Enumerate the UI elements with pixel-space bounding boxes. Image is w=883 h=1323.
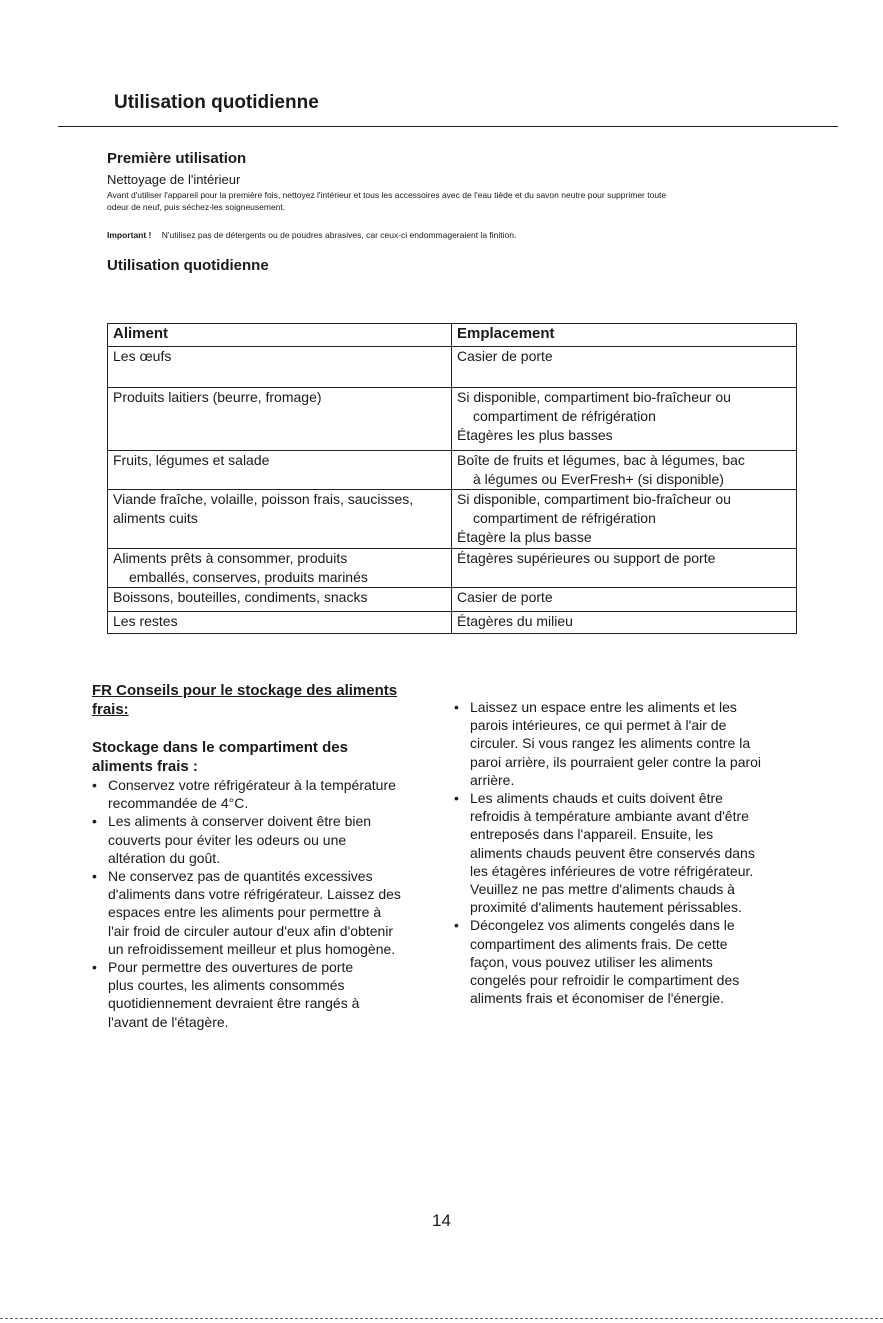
- bullet-line: altération du goût.: [108, 849, 221, 866]
- table-row: [108, 451, 797, 490]
- important-note: [107, 229, 516, 241]
- food-storage-table: [107, 323, 797, 634]
- bullet-line: espaces entre les aliments pour permettre à: [108, 904, 382, 921]
- food-cell: [108, 612, 452, 634]
- bullet-item: [454, 789, 799, 916]
- bullet-line: les étagères inférieures de votre réfrigérateur.: [470, 862, 754, 879]
- cell-line: Étagères du milieu: [457, 613, 573, 629]
- right-bullet-list: [454, 698, 799, 1007]
- tips-heading-line: frais:: [92, 701, 129, 718]
- food-cell: [108, 388, 452, 451]
- cleaning-text-line: Avant d'utiliser l'appareil pour la première fois, nettoyez l'intérieur et tous les accessoires avec de l'eau tiède et du savon neutre pour supprimer toute: [107, 190, 667, 200]
- table-row: [108, 612, 797, 634]
- page-header-title: Utilisation quotidienne: [114, 92, 319, 113]
- location-cell: [452, 612, 797, 634]
- table-header-row: [108, 324, 797, 347]
- bullet-line: façon, vous pouvez utiliser les aliments: [470, 953, 713, 970]
- cell-line: Boîte de fruits et légumes, bac à légumes, bac: [457, 452, 745, 468]
- location-cell: [452, 451, 797, 490]
- cell-line: Étagères les plus basses: [457, 427, 613, 443]
- bullet-line: couverts pour éviter les odeurs ou une: [108, 831, 347, 848]
- food-cell: [108, 588, 452, 612]
- bullet-line: refroidis à température ambiante avant d'être: [470, 808, 749, 825]
- bullet-line: entreposés dans l'appareil. Ensuite, les: [470, 826, 714, 843]
- bullet-item: [92, 812, 442, 867]
- cell-line: à légumes ou EverFresh+ (si disponible): [473, 471, 724, 487]
- important-text: N'utilisez pas de détergents ou de poudres abrasives, car ceux-ci endommageraient la finition.: [161, 230, 517, 240]
- bullet-line: aliments chauds peuvent être conservés dans: [470, 844, 755, 861]
- cell-line: Étagères supérieures ou support de porte: [457, 550, 716, 566]
- bullet-line: • Conservez votre réfrigérateur à la température: [108, 777, 396, 793]
- page-number: 14: [432, 1211, 451, 1230]
- left-bullet-list: [92, 776, 442, 1031]
- cell-line: Les restes: [113, 613, 178, 629]
- table-row: [108, 549, 797, 588]
- bullet-line: un refroidissement meilleur et plus homogène.: [108, 940, 396, 957]
- cell-line: Fruits, légumes et salade: [113, 452, 270, 468]
- bullet-line: proximité d'aliments hautement périssables.: [470, 899, 742, 916]
- cell-line: Casier de porte: [457, 589, 553, 605]
- fresh-heading-line: Stockage dans le compartiment des: [92, 739, 348, 756]
- cleaning-text-line: odeur de neuf, puis séchez-les soigneusement.: [107, 202, 286, 212]
- location-cell: [452, 588, 797, 612]
- important-label: Important !: [107, 230, 152, 240]
- cell-line: compartiment de réfrigération: [473, 510, 656, 526]
- cleaning-text: [107, 189, 827, 213]
- header-divider: [58, 126, 838, 127]
- bullet-item: [92, 958, 442, 1031]
- bullet-item: [92, 867, 442, 958]
- bullet-line: plus courtes, les aliments consommés: [108, 977, 345, 994]
- bullet-line: Veuillez ne pas mettre d'aliments chauds à: [470, 881, 735, 898]
- table-row: [108, 347, 797, 388]
- first-use-title: Première utilisation: [107, 150, 247, 167]
- bullet-line: parois intérieures, ce qui permet à l'air de: [470, 717, 727, 734]
- bullet-line: l'air froid de circuler autour d'eux afin d'obtenir: [108, 922, 394, 939]
- bullet-line: • Les aliments chauds et cuits doivent être: [470, 790, 723, 807]
- daily-use-title: Utilisation quotidienne: [107, 257, 269, 274]
- bullet-item: [454, 698, 799, 789]
- cell-line: Viande fraîche, volaille, poisson frais, saucisses,: [113, 491, 414, 507]
- bullet-line: arrière.: [470, 771, 515, 788]
- location-cell: [452, 347, 797, 388]
- bullet-line: aliments frais et économiser de l'énergie.: [470, 990, 725, 1007]
- cell-line: emballés, conserves, produits marinés: [129, 569, 368, 585]
- tips-heading: [92, 681, 442, 719]
- location-cell: [452, 549, 797, 588]
- tips-right-column: [454, 698, 799, 1007]
- bullet-line: paroi arrière, ils pourraient geler contre la paroi: [470, 753, 762, 770]
- bullet-line: • Les aliments à conserver doivent être bien: [108, 813, 372, 830]
- column-header-food: Aliment: [108, 324, 452, 347]
- cell-line: aliments cuits: [113, 510, 198, 526]
- table-row: [108, 490, 797, 549]
- bullet-line: congelés pour refroidir le compartiment des: [470, 972, 740, 989]
- cell-line: Aliments prêts à consommer, produits: [113, 550, 348, 566]
- location-cell: [452, 388, 797, 451]
- food-cell: [108, 347, 452, 388]
- food-cell: [108, 549, 452, 588]
- cell-line: Les œufs: [113, 348, 172, 364]
- column-header-location: Emplacement: [452, 324, 797, 347]
- fresh-heading-line: aliments frais :: [92, 758, 198, 775]
- bullet-line: • Ne conservez pas de quantités excessives: [108, 868, 373, 885]
- cell-line: compartiment de réfrigération: [473, 408, 656, 424]
- bullet-line: • Laissez un espace entre les aliments et les: [470, 699, 737, 715]
- bottom-cut-line: [0, 1318, 883, 1319]
- food-cell: [108, 451, 452, 490]
- location-cell: [452, 490, 797, 549]
- cell-line: Si disponible, compartiment bio-fraîcheur ou: [457, 491, 731, 507]
- bullet-item: [454, 916, 799, 1007]
- bullet-line: circuler. Si vous rangez les aliments contre la: [470, 735, 751, 752]
- tips-heading-line: FR Conseils pour le stockage des aliments: [92, 682, 398, 699]
- bullet-line: compartiment des aliments frais. De cette: [470, 935, 728, 952]
- cell-line: Casier de porte: [457, 348, 553, 364]
- bullet-item: [92, 776, 442, 812]
- table-row: [108, 388, 797, 451]
- food-cell: [108, 490, 452, 549]
- bullet-line: • Pour permettre des ouvertures de porte: [108, 959, 354, 976]
- table-row: [108, 588, 797, 612]
- cleaning-subtitle: Nettoyage de l'intérieur: [107, 172, 241, 187]
- tips-left-column: [92, 681, 442, 1031]
- bullet-line: • Décongelez vos aliments congelés dans le: [470, 917, 735, 934]
- bullet-line: l'avant de l'étagère.: [108, 1013, 229, 1030]
- cell-line: Boissons, bouteilles, condiments, snacks: [113, 589, 368, 605]
- bullet-line: d'aliments dans votre réfrigérateur. Laissez des: [108, 886, 401, 903]
- cell-line: Produits laitiers (beurre, fromage): [113, 389, 322, 405]
- bullet-line: quotidiennement devraient être rangés à: [108, 995, 360, 1012]
- fresh-compartment-heading: [92, 738, 442, 776]
- cell-line: Si disponible, compartiment bio-fraîcheur ou: [457, 389, 731, 405]
- cell-line: Étagère la plus basse: [457, 529, 592, 545]
- bullet-line: recommandée de 4°C.: [108, 795, 249, 812]
